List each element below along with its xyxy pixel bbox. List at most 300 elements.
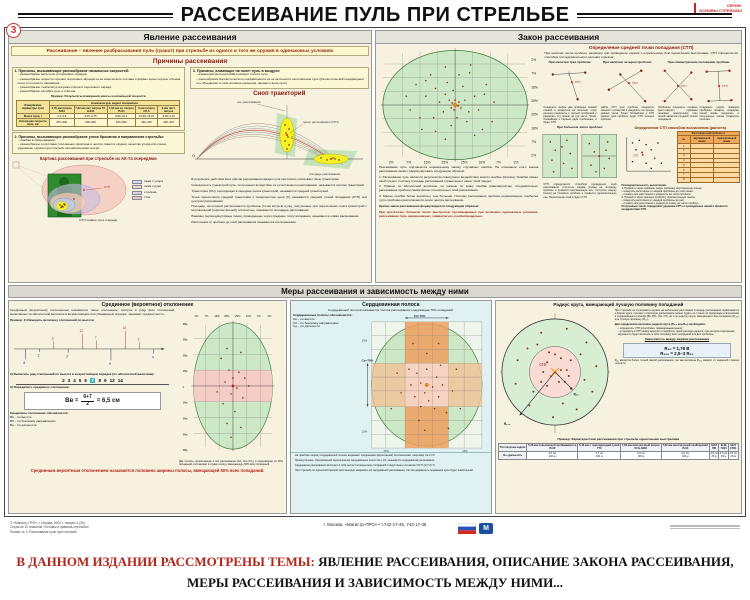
pairs-midline-diagram (701, 65, 739, 105)
cell: 870–890 (49, 119, 74, 127)
median-step1: Пример: 1) Измерить величину отклонений по высоте: (10, 317, 95, 322)
scale-label: 0 (182, 385, 185, 389)
title-rule-left (18, 13, 173, 18)
cause2-title: 2. Причины, вызывающие разнообразие углов бросания и направления стрельбы: (14, 134, 165, 139)
legend-label: лежа с упора (144, 178, 163, 183)
radius-need-title: Для определения величины радиуса круга (R₁₀₀ или R₅₀) необходимо: (614, 323, 706, 327)
table-group-header: Номенклатура, индекс боеприпаса (49, 101, 179, 106)
case-text: Соединить любые две пробоины прямой линией и разделить её пополам; точку деления соединить с третьей пробоиной и разделить эту линию на три части. Точка, ближайшая к первым двум пробоинам, и будет СТП. (543, 105, 597, 125)
band-percent: 16% (214, 314, 220, 318)
core-text (291, 452, 491, 475)
col-name: 9х19 (720, 444, 727, 448)
stp-label: СТП (104, 185, 111, 190)
series-label (694, 3, 742, 13)
series-value: 6 (84, 378, 87, 384)
ak74-dispersion-diagram (12, 161, 130, 219)
col-name: 7,62-мм винтовочный патрон (622, 444, 660, 448)
band-percent: 16% (245, 314, 252, 318)
ak74-legend (132, 161, 163, 219)
caption-lead: В ДАННОМ ИЗДАНИИ РАССМОТРЕНЫ ТЕМЫ: (16, 554, 315, 569)
radius-col (527, 443, 578, 451)
cause1-item: – разнообразие скорости горения пороховых зарядов из-за химического состава и формы зерен пороха, объема пыли и плотности заряжания; (18, 78, 182, 86)
percent-label: 7% (496, 160, 501, 165)
dependency-title: Зависимость между мерами рассеивания (644, 337, 710, 342)
calc-row-num: 5 (677, 163, 690, 168)
ak74-note: СТП первых пуль очереди (79, 218, 118, 223)
center-label: центр рассеивания (СТП) (303, 120, 339, 125)
deviation-value: 9 (109, 361, 111, 366)
ammo-col: 9-мм патрон СП-5 (135, 106, 157, 114)
stp-cases (542, 61, 740, 126)
caption-line2: МЕРЫ РАССЕИВАНИЯ И ЗАВИСИМОСТЬ МЕЖДУ НИМИ... (187, 574, 563, 590)
percent-label: 7% (406, 160, 412, 165)
top-row (8, 30, 742, 283)
sheaf-text (188, 177, 370, 228)
scale-label: 4Вв (182, 322, 188, 326)
cause1-title: 1. Причины, вызывающие разнообразие начальных скоростей: (14, 69, 129, 73)
sheaf-paragraph: Совокупность траекторий пуль, полученных вследствие их естественного рассеивания, называется снопом траекторий. (191, 182, 365, 187)
radius-col (578, 443, 621, 451)
case-text: Пробоины соединить попарно крест-накрест прямыми линиями; пересечение этих линий является средней точкой попадания. (658, 105, 698, 121)
law-paragraph: 2. Равные по абсолютной величине, но разные по знаку ошибки равновероятны. Следовательно: рассеивание пробоин симметрично относительно осей рассеивания. (379, 184, 539, 193)
caption-line1: ЯВЛЕНИЕ РАССЕИВАНИЯ, ОПИСАНИЕ ЗАКОНА РАССЕИВАНИЯ, (318, 554, 734, 569)
margin-label: 15% (383, 449, 390, 452)
percent-label: 2% (513, 160, 519, 165)
stp-label: СТП (539, 363, 547, 368)
calc-table (677, 131, 740, 183)
calc-step: 1. Провести через крайнюю левую пробоину вертикальную линию; (621, 186, 703, 190)
large-number-panel-2 (581, 130, 618, 182)
calc-col: горизонтальной линии (714, 136, 740, 144)
cross-pairs-diagram (659, 65, 697, 105)
publisher-address: г. Москва, «Магистр-ПРО» • т.742-17-45, 742-17-46 (323, 522, 427, 527)
val-range: 100 м (637, 455, 645, 459)
case-caption: При наличии трех пробоин: (548, 59, 592, 64)
issue-number-badge: 3 (6, 23, 21, 38)
col-name: 9х18 (711, 444, 717, 448)
radius-text (615, 309, 739, 437)
stp-label: СТП (633, 154, 639, 158)
calc-title: Определение СТП способом вычисления (расчета) (634, 126, 726, 131)
section-median-deviation (8, 300, 287, 514)
percent-label: 2% (388, 160, 394, 165)
col-idx: 7Н14 (682, 447, 689, 451)
radius-col0: Тип патрона индекс (499, 443, 527, 451)
series-value-highlight: 7 (91, 378, 94, 384)
fifty-percent-band-diagram (181, 309, 281, 459)
stp-case-symmetric (657, 61, 740, 126)
core-paragraph: Сердцевина рассеивания включает в себя около половины всех попаданий и округленно составляет 50 % (0,7×0,7). (294, 464, 436, 468)
radius-example-table (498, 443, 738, 460)
large-number-caption: При большом числе пробоин: (556, 125, 604, 130)
band-percent: 2% (194, 314, 199, 318)
deviation-value: 8 (23, 360, 26, 365)
col-idx: ПМ (712, 447, 717, 451)
calc-row-num: 7 (677, 172, 690, 177)
core-paragraph: При стрельбе по одиночной мелкой цели выгодно накрывать её сердцевиной рассеивания, так как надёжность поражения цели будет наибольшей. (294, 469, 474, 473)
poster (4, 3, 746, 517)
case-caption: При симметричном положении пробоин (667, 59, 730, 64)
law-paragraph: 1. Рассеивание пуль является результатом совокупного воздействия многих ошибок (причин). Ошибки имеют свой предел, поэтому площадь рассеивания ограничена и имеет свой предел. (379, 174, 539, 183)
calc-steps (621, 184, 739, 212)
cell: 290–315 (157, 119, 179, 127)
val-size: 4,5 см (710, 452, 718, 456)
cause1-item: – разнообразие температур нагрева ствола и порохового заряда; (18, 86, 182, 90)
scale-label: 2Вв (182, 417, 188, 421)
radius-col (661, 443, 709, 451)
law-paragraph: 3. Малые ошибки более вероятны, чем большие. Поэтому рассеивание пробоин неравномерно, наиболее густо пробоины располагаются около центра рассеивания. (379, 194, 539, 203)
calc-step: – сложить все расстояния и разделить сумму на число пробоин. (621, 202, 700, 206)
val-size: 3,0 см (719, 452, 728, 456)
row-label: Масса пули, г (17, 114, 50, 119)
percent-label: 16% (423, 160, 431, 165)
calc-col: вертикальной линии (690, 136, 713, 144)
imprint-line: © «Магистр-ПРО», г. Москва, 2004 г., выпуск 3 (26) (10, 521, 85, 525)
scale-label: 2Вв (182, 354, 188, 358)
calc-step: Последовательность вычисления: (621, 183, 667, 187)
ammo-col: 5,45-мм патрон 7Н10 (49, 106, 74, 114)
percent-label: 7% (531, 71, 537, 76)
deviation-value: 7 (94, 335, 97, 340)
series-value: 8 (98, 378, 102, 384)
cause2-block (12, 132, 185, 154)
section-phenomenon (8, 30, 372, 283)
title-rule-right (577, 13, 732, 18)
median-step2: 2) Выписать ряд отклонений по высоте в возрастающем порядке (по абсолютной величине): (10, 371, 155, 376)
col-idx: 7Т3 (596, 447, 602, 451)
val-size: 4,7 см (595, 452, 603, 456)
section-law (375, 30, 742, 283)
series-value: 2 (62, 378, 65, 384)
r100-label: R₁₀₀ (503, 422, 511, 427)
percent-label: 16% (531, 85, 538, 90)
radius-need-item: – определить СТП (способами, приведёнными выше); (618, 327, 739, 330)
margin-label: 15% (462, 449, 468, 452)
calc-row-num: 1 (677, 144, 690, 149)
origin-label: О (192, 154, 196, 159)
russia-flag-icon (458, 523, 476, 534)
page-title: РАССЕИВАНИЕ ПУЛЬ ПРИ СТРЕЛЬБЕ (180, 3, 570, 26)
stp-case-four (600, 61, 655, 126)
imprint (10, 521, 89, 534)
median-definition: Срединным (вероятным) отклонением называется такое отклонение, которое в ряду всех отклонений, выписанных по абсолютной величине в возрастающем или убывающем порядке, занимает среднее место. (10, 308, 175, 316)
col-name: 9х21 (730, 444, 737, 448)
law-paragraph: Кратко закон рассеивания формулируется следующим образом: (379, 203, 480, 208)
stp-case-three (542, 61, 597, 126)
cause1-item: – разнообразие веса пуль и пороховых зарядов; (18, 73, 182, 77)
median-step3: 3) Определить срединное отклонение: (10, 385, 70, 390)
causes-title: Причины рассеивания (152, 58, 228, 65)
sheaf-paragraph: Площадь, на которой располагаются пробоины (точки встречи пуль), полученные при пересечении снопа траекторий с вертикальной (горизонтальной) плоскостью, называется площадью рассеивания. (191, 204, 368, 213)
radius-col (621, 443, 661, 451)
val-range: 25 м (730, 455, 736, 459)
series-value: 4 (73, 378, 76, 384)
cell: 9,80–10,2 (107, 114, 135, 119)
radius-example-title: Пример: Характеристики рассеивания при стрельбе одиночными выстрелами (557, 436, 680, 441)
scale-label: 1Вв (182, 370, 188, 374)
stp-label: СТП (680, 83, 687, 88)
law-header: Закон рассеивания (376, 31, 741, 44)
notation: Вб – по боковому направлению (10, 419, 56, 424)
cell: 810–830 (107, 119, 135, 127)
median-right (177, 309, 285, 467)
calc-step: Полученные числа определяют удаление СТП от проведённых линий и являются координатами СТП. (621, 205, 728, 212)
three-holes-diagram (545, 65, 595, 105)
legend-swatch-standing (132, 196, 142, 200)
stp-intro: При наличии числа пробоин, например при приведении оружия к нормальному бою одиночными выстрелами, СТП определяется способом последовательного деления отрезков: (544, 50, 738, 59)
band-percent: 25% (224, 314, 230, 318)
calc-row-num: 4 (677, 158, 690, 163)
dependency-formulas (623, 343, 731, 358)
median-header: Срединное (вероятное) отклонение (101, 302, 194, 308)
formula-r50: R₅₀ = 1,76 В (664, 345, 690, 351)
calc-row-num: 2 (677, 149, 690, 154)
series-value: 12 (109, 378, 115, 384)
calc-row-num: 3 (677, 153, 690, 158)
deviation-value: 4 (151, 355, 154, 360)
phenomenon-left-col (10, 65, 186, 228)
radius-body (496, 308, 741, 438)
radius-col (719, 443, 729, 451)
stp-title: Определение средней точки попадания (СТП) (588, 45, 694, 50)
sheaf-paragraph: В результате действия всех причин рассеивания каждая пуля при полете описывает свою траекторию. (191, 177, 340, 182)
law-right-col (542, 45, 740, 221)
sheaf-paragraph: Расстояния от пробоин до осей рассеивания называются отклонениями. (191, 219, 297, 224)
val-range: 100 м (681, 455, 689, 459)
example-title: Пример: Результаты измерения массы и начальной скорости (50, 94, 146, 99)
core-notation (293, 314, 359, 452)
series-value: 3 (67, 378, 71, 384)
percent-label: 25% (461, 160, 468, 165)
deviation-value: 5 (137, 336, 140, 341)
cell: 800–820 (74, 119, 107, 127)
case-text: Найти СТП трех пробоин, соединить линией с четвертой и разделить на четыре равные части. Точка, ближайшая к СТП первых трех пробоин, будет СТП четырех пробоин. (600, 105, 655, 121)
trajectory-sheaf-diagram (191, 97, 367, 177)
margin-label: 15% (361, 339, 368, 343)
core-definition: Сердцевинной полосой называется полоса рассеивания, содержащая 70% попаданий. (327, 308, 454, 312)
median-red-note: Срединным вероятным отклонением называется половина ширины полосы, вмещающей 50% всех попаданий. (30, 468, 265, 474)
radius-val (709, 451, 719, 459)
bottom-caption (0, 552, 750, 594)
row-label: Начальная скорость пули, м/с (17, 119, 50, 127)
stp-label: СТП (721, 83, 728, 88)
series-line1: СЕРИЯ: (726, 3, 742, 8)
radius-val (527, 451, 578, 459)
deviation-value: 12 (79, 328, 84, 333)
phenomenon-right-col (188, 65, 370, 228)
deviation-value: 14 (122, 325, 126, 330)
radius-header: Радиус круга, вмещающий лучшую половину попаданий (553, 302, 684, 307)
poster-content (8, 30, 742, 514)
percent-label: 2% (531, 153, 537, 158)
radius-val (621, 451, 661, 459)
calc-row-num: 8 (677, 177, 690, 182)
frac-num: 6+7 (83, 394, 92, 401)
notation: Вв – по высоте (10, 415, 32, 420)
sheaf-paragraph: Траектория (ОС), проходящая в середине снопа траекторий, называется средней траекторией. (191, 188, 329, 193)
law-paragraph: Рассеивание пуль подчиняется нормальному закону случайных ошибок. На основании этого закона рассеивание можно сформулировать следующим образом: (379, 165, 539, 173)
phenomenon-header: Явление рассеивания (9, 31, 371, 44)
percent-label: 25% (441, 160, 449, 165)
cell: 9,45–9,75 (74, 114, 107, 119)
measures-band-title: Меры рассеивания и зависимость между ними (8, 285, 742, 298)
median-body (9, 308, 286, 468)
percent-label: 7% (531, 140, 537, 145)
cell: 15,96–16,15 (135, 114, 157, 119)
band-percent: 7% (204, 314, 209, 318)
r50-label: R₅₀ (573, 392, 579, 397)
large-number-block (542, 126, 617, 212)
cell: 5,90–6,15 (157, 114, 179, 119)
large-number-text: СТП определяется способом проведения осей рассеивания: отступить справа (слева) на половину пробоин и провести вертикальную ось; отступить сверху (снизу) на половину пробоин и провести горизонтальную ось. Пересечение осей и будет СТП. (543, 183, 617, 199)
radius-col (709, 443, 719, 451)
val-size: 2,8 см (729, 452, 737, 456)
calc-step: – измерить расстояния от каждой пробоины до неё; (621, 199, 685, 203)
percent-label: 16% (478, 160, 486, 165)
val-range: 25 м (711, 455, 717, 459)
percent-label: 25% (531, 112, 538, 117)
val-size: 2,0 см (548, 452, 556, 456)
scale-label: 4Вв (182, 449, 188, 453)
symmetric-diagrams (657, 65, 740, 105)
calc-block (620, 126, 740, 212)
law-left-col (377, 45, 540, 221)
cause3-item: – изменения метеоусловий в момент полета пуль; (196, 73, 366, 77)
radius-val (661, 451, 709, 459)
radius-paragraph: При стрельбе из стрелкового оружия на небольшие расстояния площадь рассеивания приближается к форме круга, поэтому о величине рассеивания можно судить не только по срединным отклонениям и сердцевинным полосам (Вв, Вб), (Св, Сб), но и по радиусу круга, вмещающего все попадания (R₁₀₀) или лучшую половину (R₅₀). (614, 308, 739, 322)
series-value: 14 (117, 378, 123, 384)
imprint-line: Плакат № 3. Рассеивание пуль при стрельбе (10, 529, 77, 534)
percent-label: 2% (531, 58, 537, 63)
stp-label: СТП (632, 80, 638, 85)
notation-title: Срединное отклонение обозначается: (10, 411, 69, 416)
ak74-diagram-title: Картина рассеивания при стрельбе из АК-74 очередями (39, 155, 157, 161)
calc-step: 2. Провести через нижнюю пробоину горизонтальную линию; (621, 195, 696, 199)
deviations-diagram (10, 323, 170, 373)
legend-label: стоя (144, 195, 151, 200)
radius-val (728, 451, 738, 459)
cause1-block (12, 67, 185, 131)
velocity-table (16, 100, 180, 127)
area-label: площадь рассеивания (309, 172, 341, 177)
large-number-panel-1 (542, 130, 579, 182)
core-notation-item: Св – по высоте (292, 316, 315, 321)
val-range: 25 м (720, 455, 727, 459)
bottom-row (8, 300, 742, 514)
formula-fraction (81, 395, 93, 407)
cell: 300–315 (135, 119, 157, 127)
ammo-col: 9-мм пист. патрон (157, 106, 179, 114)
ammo-col: 7,62-мм авт. патрон 57-Н-231 (75, 106, 106, 113)
formula-r100: R₁₀₀ = 2,5–3 R₅₀ (660, 350, 694, 356)
val-range: 100 м (548, 455, 556, 459)
band-percent: 2% (267, 314, 272, 318)
calc-step: – измерить расстояние от каждой пробоины до этой линии; (621, 189, 694, 193)
stp-label: СТП (574, 79, 581, 84)
law-paragraph: При достаточно большом числе выстрелов, произведенных при возможно одинаковых условиях, рассеивание пуль неравномерно, симметрично и небеспредельно. (379, 209, 539, 218)
notation: Вд – по дальности (10, 422, 37, 427)
cv-label: Св=70% (361, 358, 374, 363)
radius-row-label: R₅₀ дальность (499, 451, 527, 459)
sheaf-paragraph: Точка пересечения средней траектории с поверхностью цели (С) называется средней точкой попадания (СТП) или центром рассеивания. (191, 194, 368, 203)
col-idx: СП11 (729, 447, 737, 451)
series-line2: ОСНОВЫ СТРЕЛЬБЫ (699, 8, 742, 13)
formula-lhs: Вв = (65, 398, 79, 405)
table-param-header: Измеряемые параметры пули (17, 101, 50, 114)
core-band-diagram (361, 314, 489, 452)
percent-label: 25% (531, 99, 538, 104)
sheaf-paragraph: Взаимно перпендикулярные линии, проведенные через среднюю точку попадания, называются осями рассеивания. (191, 214, 360, 219)
credits-lines (670, 524, 740, 530)
median-left (10, 309, 175, 467)
core-notation-item: Сб – по боковому направлению (292, 320, 339, 325)
frac-den: 2 (86, 400, 89, 407)
legend-swatch-prone-hand (132, 185, 142, 189)
val-size: 3,0 см (637, 452, 645, 456)
scale-label: 3Вв (182, 338, 188, 342)
core-notation-item: Сд – по дальности (292, 324, 320, 329)
cause3-item: – разнообразие баллистического коэффициента из-за неточности изготовления пуль (баллистический коэффициент «с» объединяет в себе влияние размеров, формы и веса пули). (196, 78, 366, 86)
cb-label: Сб=70% (414, 313, 426, 318)
val-size: 2,0 см (681, 452, 689, 456)
magistr-logo: М (479, 523, 493, 534)
radius-col (728, 443, 738, 451)
val-range: 100 м (595, 455, 603, 459)
band-percent: 25% (234, 314, 241, 318)
ak74-figure (10, 161, 186, 219)
law-columns (376, 44, 741, 222)
calc-table-header: Расстояние (см) пробоин от (677, 131, 739, 136)
axis-label: ось рассеивания (237, 100, 261, 105)
core-header: Сердцевинная полоса (362, 302, 420, 308)
imprint-line: Серия из 10 плакатов «Основы и правила стрельбы» (10, 525, 90, 530)
radius-circle-diagram (498, 309, 612, 437)
calc-col: № (677, 136, 690, 144)
ordered-series (16, 377, 169, 385)
dispersion-law-ellipse (377, 45, 541, 165)
calc-step: – сложить все расстояния и разделить на число пробоин. (621, 192, 692, 196)
col-name: 5,45-мм повышенной пробиваемости (528, 444, 577, 448)
cause3-block (190, 67, 369, 89)
radius-note: R₅₀ является более точной мерой рассеивания, так как величина R₁₀₀ зависит от заданной степени точности. (614, 359, 739, 366)
title-row (18, 3, 732, 27)
radius-val (719, 451, 729, 459)
cause3-title: 3. Причины, влияющие на полет пуль в воздухе: (192, 69, 281, 73)
deviation-value: 2 (37, 353, 40, 358)
scale-label: 3Вв (182, 433, 188, 437)
legend-label: лежа с руки (144, 184, 161, 189)
core-paragraph: Прямоугольник, образованный пересечением сердцевинных полос Св и Сб, называется сердцевиной рассеивания. (294, 458, 435, 462)
band-percent: 7% (256, 314, 261, 318)
sheaf-title: Сноп траекторий (253, 90, 306, 98)
col-name: 7,62-мм винтовочный снайперский (662, 444, 708, 448)
ammo-col: 7,62-мм сн. патрон 7Н14 (108, 106, 134, 113)
deviation-value: 3 (66, 354, 68, 359)
legend-swatch-kneeling (132, 191, 142, 195)
series-value: 9 (104, 378, 107, 384)
core-body (291, 314, 491, 452)
c-label: С (291, 136, 294, 141)
band-note: Две полосы, прилегающие к оси рассеивания (АА₁ или СС₁) и содержащие по 25% попаданий, составляют в сумме полосу, вмещающую 50% всех попаданий. (178, 460, 283, 467)
calc-row-num: 6 (677, 168, 690, 173)
phenomenon-columns (9, 65, 371, 228)
section-core-band (290, 300, 492, 514)
publisher-logos (458, 523, 493, 534)
case-text: Соединить рядом лежащие пробоины попарно, середины линий вновь соединить и полученную линию разделить пополам. (699, 105, 740, 121)
legend-label: с колена (144, 189, 157, 194)
under-frame (10, 521, 740, 547)
radius-val (578, 451, 621, 459)
